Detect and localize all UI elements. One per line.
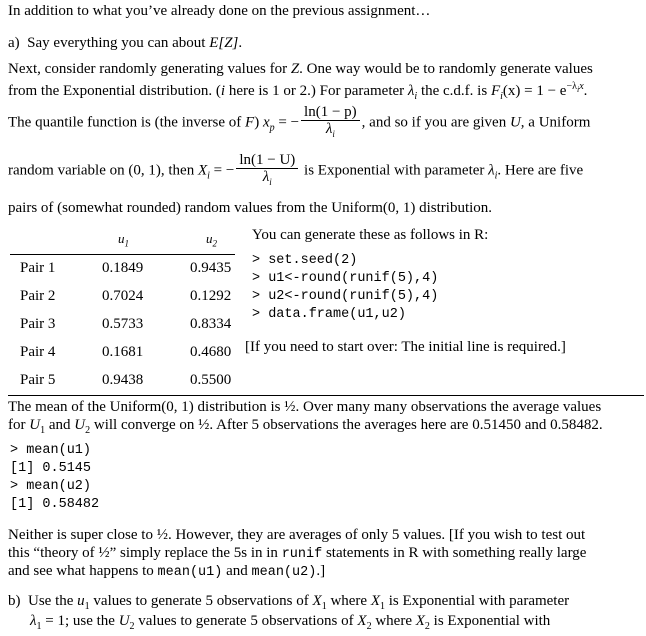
- table-cell: Pair 4: [20, 343, 56, 360]
- table-header-rule: [10, 254, 235, 255]
- table-header: [0, 226, 102, 254]
- table-cell: 0.5733: [102, 315, 144, 332]
- rv-line: random variable on (0, 1), then $X_i$ = − $\frac{\ln(1 - U)}{\lambda_i}$ is Exponential with parameter $\lambda_i$. Here are five: [8, 152, 583, 193]
- part-a: a) Say everything you can about E[Z].: [8, 35, 243, 51]
- expectation-expr: E[Z]: [209, 35, 239, 51]
- r-gen-title: You can generate these as follows in R:: [252, 227, 489, 243]
- r-output-line: > mean(u1): [10, 443, 92, 458]
- table-row: [0, 254, 266, 282]
- part-b-label: b): [8, 593, 21, 609]
- r-code-line: > u2<-round(runif(5),4): [252, 289, 439, 304]
- table-cell: 0.1292: [190, 287, 232, 304]
- para1-line2: from the Exponential distribution. (i here is 1 or 2.) For parameter $\lambda_i$ the c.d.f. is $F_i(x) = 1 - e^{-\lambda_ix}$.: [8, 81, 588, 102]
- table-row: [0, 338, 266, 366]
- neither-line2: this “theory of ½” simply replace the 5s in in runif statements in R with something really large: [8, 545, 587, 562]
- table-header: $u_2$: [206, 231, 217, 249]
- table-cell: Pair 5: [20, 371, 56, 388]
- neither-line1: Neither is super close to ½. However, they are averages of only 5 values. [If you wish to test out: [8, 527, 586, 543]
- r-output-line: [1] 0.5145: [10, 461, 92, 476]
- table-cell: 0.8334: [190, 315, 232, 332]
- table-header: $u_1$: [118, 231, 129, 249]
- table-cell: 0.1681: [102, 343, 144, 360]
- table-row: [0, 310, 266, 338]
- table-cell: 0.1849: [102, 259, 144, 276]
- table-cell: 0.7024: [102, 287, 144, 304]
- part-a-label: a): [8, 35, 20, 51]
- para1-line1: Next, consider randomly generating values for Z. One way would be to randomly generate values: [8, 61, 593, 77]
- r-code-line: > u1<-round(runif(5),4): [252, 271, 439, 286]
- table-cell: Pair 3: [20, 315, 56, 332]
- mean-para-line2: for $U_1$ and $U_2$ will converge on ½. After 5 observations the averages here are 0.51450 and 0.58482.: [8, 417, 603, 436]
- quantile-line: The quantile function is (the inverse of F) $x_p$ = − $\frac{\ln(1 - p)}{\lambda_i}$ , and so if you are given U, a Uniform: [8, 104, 590, 145]
- quantile-fraction: $\frac{\ln(1 - p)}{\lambda_i}$: [301, 104, 360, 142]
- table-cell: Pair 2: [20, 287, 56, 304]
- rv-fraction: $\frac{\ln(1 - U)}{\lambda_i}$: [236, 152, 298, 190]
- r-code-line: > set.seed(2): [252, 253, 358, 268]
- table-row: [0, 366, 266, 394]
- part-b-line2: $\lambda_1 = 1$; use the $U_2$ values to generate 5 observations of $X_2$ where $X_2$ is Exponential with: [30, 613, 551, 632]
- part-b-line1: b) Use the $u_1$ values to generate 5 observations of $X_1$ where $X_1$ is Exponential with parameter: [8, 593, 570, 612]
- r-output-line: [1] 0.58482: [10, 497, 100, 512]
- table-row: [0, 282, 266, 310]
- r-code-line: > data.frame(u1,u2): [252, 307, 406, 322]
- table-cell: 0.4680: [190, 343, 232, 360]
- table-cell: 0.9438: [102, 371, 144, 388]
- intro-line: In addition to what you’ve already done on the previous assignment…: [8, 3, 431, 19]
- uniform-pairs-table: [0, 226, 266, 394]
- table-cell: 0.9435: [190, 259, 232, 276]
- table-cell: 0.5500: [190, 371, 232, 388]
- mean-para-line1: The mean of the Uniform(0, 1) distribution is ½. Over many many observations the average values: [8, 399, 602, 415]
- neither-line3: and see what happens to mean(u1) and mean(u2).]: [8, 563, 326, 580]
- table-cell: Pair 1: [20, 259, 56, 276]
- table-header-row: [0, 226, 266, 254]
- r-gen-note: [If you need to start over: The initial line is required.]: [245, 339, 566, 355]
- section-rule: [8, 395, 644, 396]
- r-output-line: > mean(u2): [10, 479, 92, 494]
- pairs-intro: pairs of (somewhat rounded) random values from the Uniform(0, 1) distribution.: [8, 200, 493, 216]
- cdf-formula: F: [490, 83, 501, 99]
